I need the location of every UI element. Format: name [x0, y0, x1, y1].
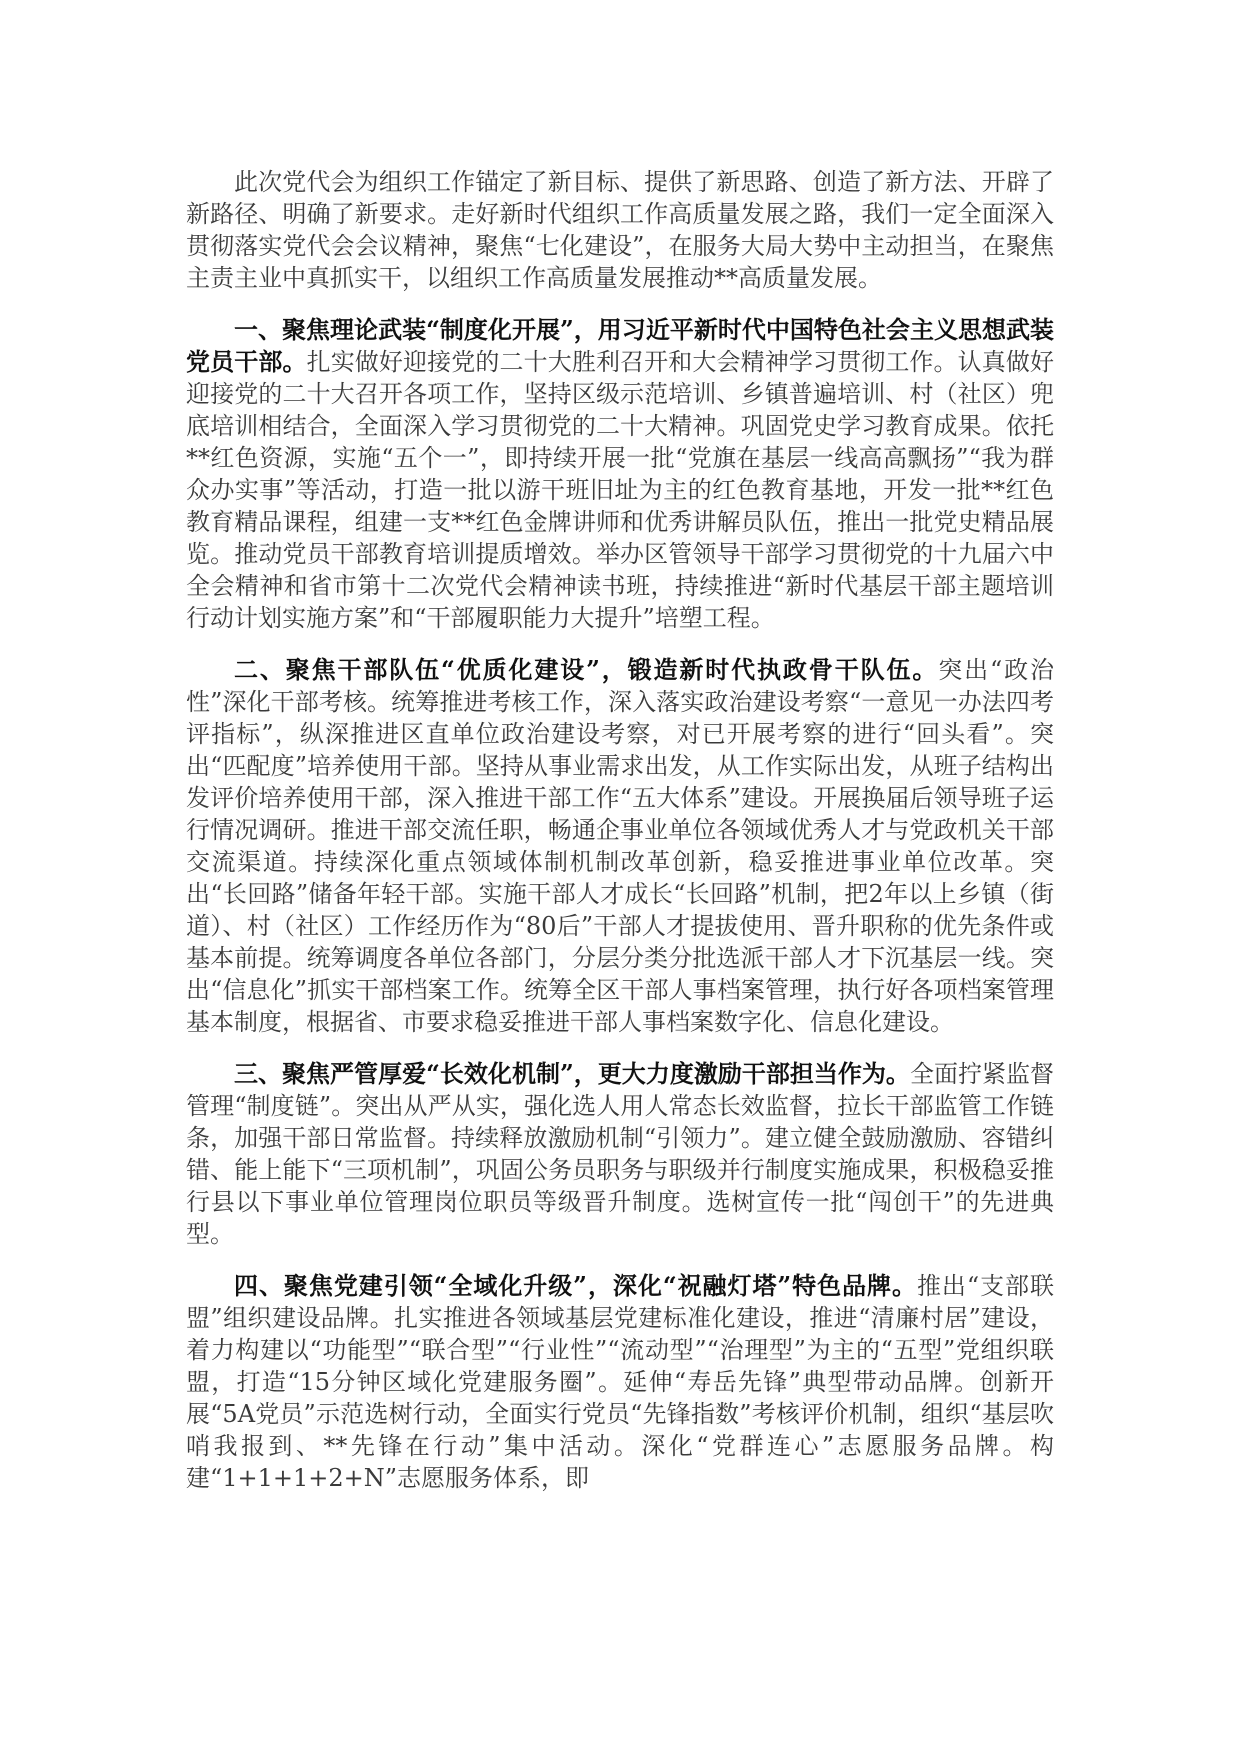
document-page — [186, 166, 1054, 1514]
section-4-heading: 四、聚焦党建引领“全域化升级”，深化“祝融灯塔”特色品牌。 — [234, 1271, 917, 1300]
section-1-paragraph — [186, 314, 1054, 634]
section-4-paragraph — [186, 1270, 1054, 1494]
section-2-body: 突出“政治性”深化干部考核。统筹推进考核工作，深入落实政治建设考察“一意见一办法四考评指标”，纵深推进区直单位政治建设考察，对已开展考察的进行“回头看”。突出“匹配度”培养使用干部。坚持从事业需求出发，从工作实际出发，从班子结构出发评价培养使用干部，深入推进干部工作“五大体系”建设。开展换届后领导班子运行情况调研。推进干部交流任职，畅通企事业单位各领域优秀人才与党政机关干部交流渠道。持续深化重点领域体制机制改革创新，稳妥推进事业单位改革。突出“长回路”储备年轻干部。实施干部人才成长“长回路”机制，把2年以上乡镇（街道）、村（社区）工作经历作为“80后”干部人才提拔使用、晋升职称的优先条件或基本前提。统筹调度各单位各部门，分层分类分批选派干部人才下沉基层一线。突出“信息化”抓实干部档案工作。统筹全区干部人事档案管理，执行好各项档案管理基本制度，根据省、市要求稳妥推进干部人事档案数字化、信息化建设。 — [186, 656, 1054, 1036]
section-3-paragraph — [186, 1058, 1054, 1250]
paragraph-body: 此次党代会为组织工作锚定了新目标、提供了新思路、创造了新方法、开辟了新路径、明确了新要求。走好新时代组织工作高质量发展之路，我们一定全面深入贯彻落实党代会会议精神，聚焦“七化建设”，在服务大局大势中主动担当，在聚焦主责主业中真抓实干，以组织工作高质量发展推动**高质量发展。 — [186, 168, 1054, 292]
section-2-heading: 二、聚焦干部队伍“优质化建设”，锻造新时代执政骨干队伍。 — [234, 655, 939, 684]
section-1-heading: 一、聚焦理论武装“制度化开展”，用习近平新时代中国特色社会主义思想武装党员干部。 — [186, 315, 1054, 376]
section-3-heading: 三、聚焦严管厚爱“长效化机制”，更大力度激励干部担当作为。 — [234, 1059, 910, 1088]
section-4-body: 推出“支部联盟”组织建设品牌。扎实推进各领域基层党建标准化建设，推进“清廉村居”建设，着力构建以“功能型”“联合型”“行业性”“流动型”“治理型”为主的“五型”党组织联盟，打造“15分钟区域化党建服务圈”。延伸“寿岳先锋”典型带动品牌。创新开展“5A党员”示范选树行动，全面实行党员“先锋指数”考核评价机制，组织“基层吹哨我报到、**先锋在行动”集中活动。深化“党群连心”志愿服务品牌。构建“1+1+1+2+N”志愿服务体系，即 — [186, 1272, 1054, 1492]
section-1-body: 扎实做好迎接党的二十大胜利召开和大会精神学习贯彻工作。认真做好迎接党的二十大召开各项工作，坚持区级示范培训、乡镇普遍培训、村（社区）兜底培训相结合，全面深入学习贯彻党的二十大精神。巩固党史学习教育成果。依托**红色资源，实施“五个一”，即持续开展一批“党旗在基层一线高高飘扬”“我为群众办实事”等活动，打造一批以游干班旧址为主的红色教育基地，开发一批**红色教育精品课程，组建一支**红色金牌讲师和优秀讲解员队伍，推出一批党史精品展览。推动党员干部教育培训提质增效。举办区管领导干部学习贯彻党的十九届六中全会精神和省市第十二次党代会精神读书班，持续推进“新时代基层干部主题培训行动计划实施方案”和“干部履职能力大提升”培塑工程。 — [186, 348, 1055, 632]
intro-paragraph — [186, 166, 1054, 294]
section-3-body: 全面拧紧监督管理“制度链”。突出从严从实，强化选人用人常态长效监督，拉长干部监管工作链条，加强干部日常监督。持续释放激励机制“引领力”。建立健全鼓励激励、容错纠错、能上能下“三项机制”，巩固公务员职务与职级并行制度实施成果，积极稳妥推行县以下事业单位管理岗位职员等级晋升制度。选树宣传一批“闯创干”的先进典型。 — [186, 1060, 1055, 1248]
section-2-paragraph — [186, 654, 1054, 1038]
